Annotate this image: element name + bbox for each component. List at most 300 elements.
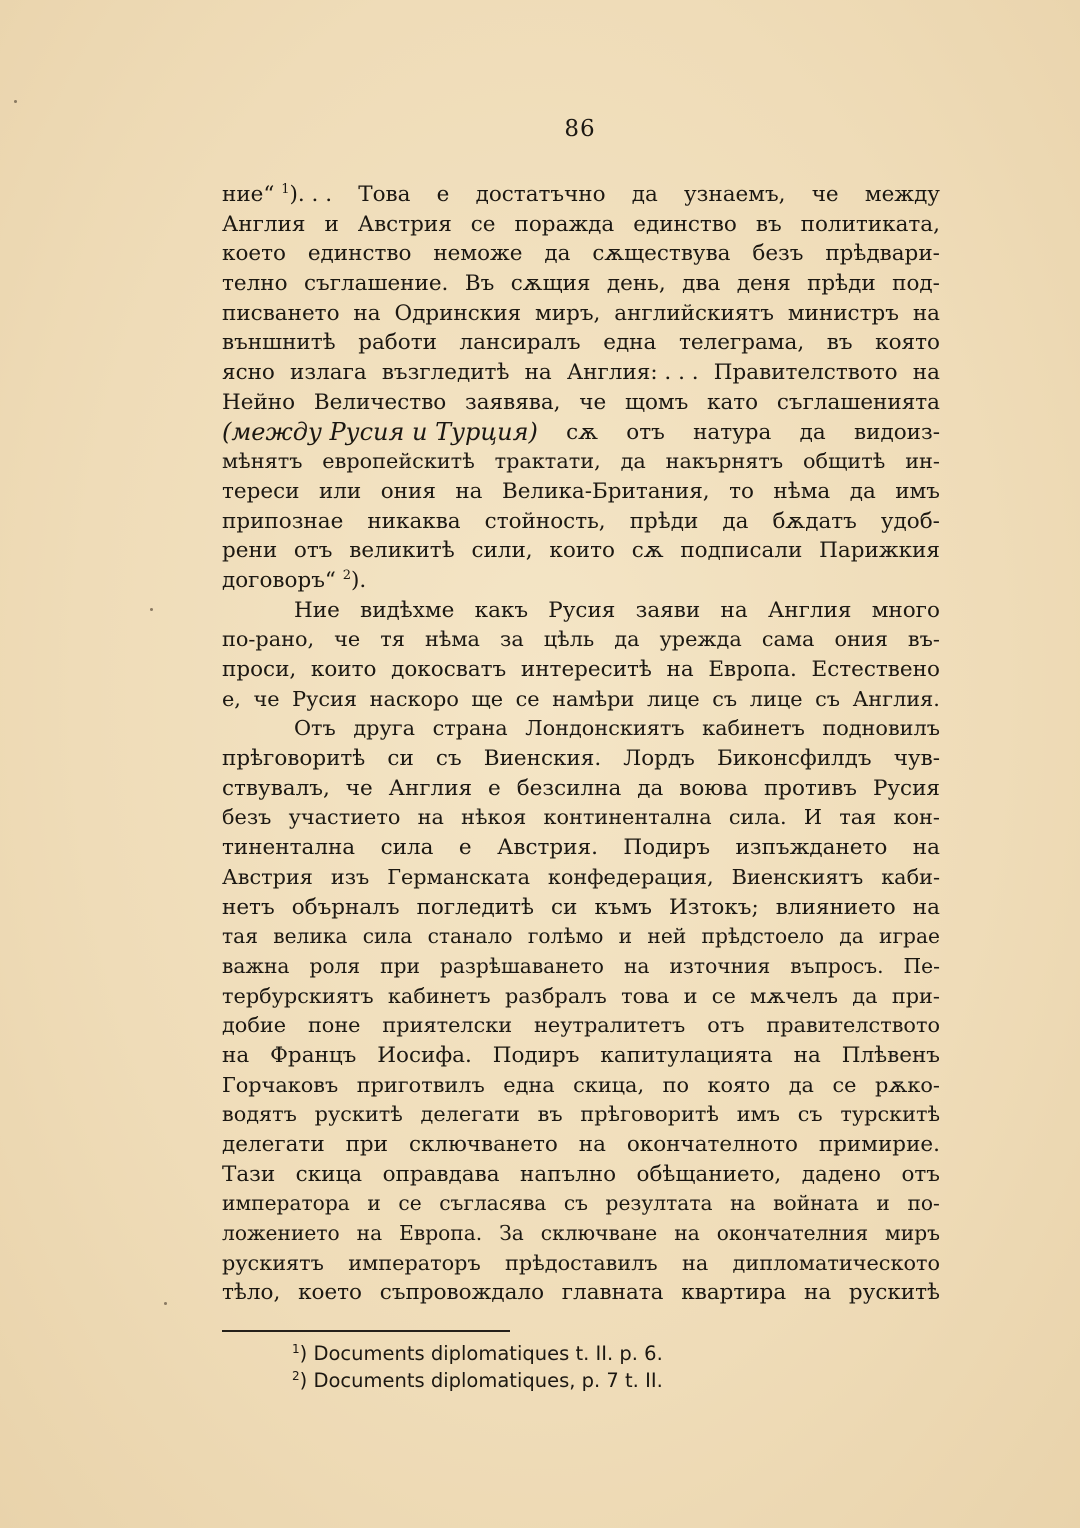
- word: сила.: [728, 805, 787, 830]
- word: неможе: [433, 241, 523, 267]
- word: рускитѣ: [848, 1280, 940, 1306]
- word: Естествено: [811, 657, 940, 682]
- word: Лондонскиятъ: [525, 716, 685, 741]
- body-text: [222, 180, 940, 1308]
- word: прѣдоставилъ: [505, 1250, 658, 1275]
- word: да: [620, 449, 646, 474]
- word: лице: [646, 686, 700, 711]
- word: съ: [435, 746, 462, 772]
- word: Горчаковъ: [222, 1072, 339, 1097]
- word: капитулацията: [600, 1042, 773, 1068]
- word: Това: [358, 182, 411, 207]
- word: континентална: [543, 805, 712, 830]
- word: да: [631, 182, 658, 207]
- word: щомъ: [624, 389, 689, 415]
- text-line: [222, 536, 940, 566]
- word: (между Русия и Турция): [222, 417, 538, 446]
- word: конфедерация,: [547, 864, 714, 889]
- word: съглашенията: [776, 389, 940, 415]
- word: имъ: [736, 1102, 780, 1127]
- word: отъ: [901, 1161, 940, 1187]
- footnote-mark: 1: [292, 1342, 300, 1356]
- text-line: [222, 566, 940, 596]
- word: друга: [353, 716, 416, 741]
- text-line: [222, 388, 940, 418]
- word: въ: [755, 211, 782, 237]
- word: ще: [471, 686, 504, 711]
- word: на: [417, 805, 444, 830]
- word: миръ: [885, 1221, 940, 1246]
- word: рени: [222, 538, 278, 564]
- word: Плѣвенъ: [841, 1042, 940, 1068]
- word: ин-: [905, 449, 940, 474]
- text-line: [222, 714, 940, 744]
- text-line: [222, 269, 940, 299]
- footnote-1: [292, 1340, 892, 1367]
- word: че: [253, 686, 280, 711]
- word: Англия: [767, 597, 852, 623]
- word: ние“ $^1$). . .: [222, 182, 333, 207]
- word: докосватъ: [391, 657, 507, 682]
- word: Виенския.: [483, 746, 602, 772]
- word: Германската: [387, 864, 530, 889]
- word: въ-: [907, 627, 940, 652]
- word: на: [455, 478, 483, 504]
- word: поне: [307, 1013, 361, 1038]
- footnote-2: [292, 1367, 892, 1394]
- word: безсилна: [516, 775, 622, 801]
- text-line: [222, 358, 940, 388]
- word: деня: [736, 271, 791, 297]
- word: поражда: [514, 211, 615, 237]
- word: съглашение.: [304, 271, 449, 297]
- word: съ: [797, 1102, 823, 1127]
- word: си: [551, 894, 578, 920]
- word: приготвилъ: [356, 1072, 485, 1097]
- text-line: [222, 180, 940, 210]
- text-line: [222, 1130, 940, 1160]
- word: натура: [693, 419, 772, 445]
- word: да: [637, 775, 664, 801]
- word: сѫщия: [510, 271, 591, 297]
- word: дипломатическото: [732, 1250, 940, 1275]
- word: лице: [749, 686, 803, 711]
- text-line: [222, 1189, 940, 1219]
- text-line: [222, 210, 940, 240]
- word: на: [666, 657, 694, 682]
- word: миръ,: [535, 300, 601, 326]
- word: работи: [358, 330, 437, 356]
- word: по-рано,: [222, 627, 315, 652]
- word: тя: [380, 627, 405, 652]
- word: роля: [309, 953, 361, 978]
- word: прѣди: [807, 271, 876, 297]
- text-line: [222, 744, 940, 774]
- word: Русия: [292, 686, 357, 711]
- word: имъ: [895, 478, 940, 504]
- word: телно: [222, 271, 288, 297]
- word: единство: [633, 211, 737, 237]
- word: удоб-: [880, 508, 940, 534]
- word: Въ: [464, 271, 495, 297]
- word: безъ: [752, 241, 804, 267]
- text-line: [222, 1100, 940, 1130]
- word: отъ: [626, 419, 665, 445]
- word: една: [603, 330, 657, 356]
- word: какъ: [474, 597, 528, 623]
- word: ней: [647, 924, 687, 949]
- word: къмъ: [594, 894, 652, 920]
- word: Одринския: [394, 300, 522, 326]
- word: и: [367, 1191, 381, 1216]
- word: голѣмо: [527, 924, 604, 949]
- footnote-mark: 2: [292, 1369, 300, 1383]
- word: се: [398, 1191, 422, 1216]
- word: под-: [892, 271, 940, 297]
- word: мѣнятъ: [222, 449, 303, 474]
- word: на: [912, 835, 940, 861]
- word: Виенскиятъ: [731, 864, 864, 889]
- word: да: [852, 983, 878, 1008]
- word: Европа.: [399, 1221, 483, 1246]
- word: на: [356, 1221, 383, 1246]
- word: която: [707, 1072, 771, 1097]
- word: тая: [839, 805, 877, 830]
- word: да: [799, 419, 826, 445]
- word: на: [803, 1280, 832, 1306]
- word: една: [503, 1072, 555, 1097]
- word: Подиръ: [492, 1042, 580, 1068]
- word: прѣдвари-: [825, 241, 940, 267]
- text-line: [222, 328, 940, 358]
- word: или: [318, 478, 362, 504]
- text-line: [222, 625, 940, 655]
- word: делегати: [420, 1102, 520, 1127]
- word: сили,: [471, 538, 533, 564]
- word: на: [730, 1191, 756, 1216]
- word: велика: [273, 924, 348, 949]
- paper-speck: [150, 608, 153, 611]
- word: видѣхме: [360, 597, 455, 623]
- word: лансиралъ: [459, 330, 581, 356]
- word: на: [912, 360, 940, 386]
- word: стойность,: [484, 508, 606, 534]
- word: окончателното: [626, 1132, 798, 1157]
- word: политиката,: [800, 211, 940, 237]
- word: и: [876, 1191, 890, 1216]
- word: припознае: [222, 508, 344, 534]
- word: окончателния: [716, 1221, 869, 1246]
- word: много: [871, 597, 940, 623]
- word: квартира: [681, 1280, 787, 1306]
- word: тереси: [222, 478, 300, 504]
- word: е: [436, 182, 450, 207]
- word: се: [711, 983, 736, 1008]
- text-line: [222, 299, 940, 329]
- word: каби-: [881, 864, 940, 889]
- word: влиянието: [775, 894, 896, 920]
- word: главната: [561, 1280, 664, 1306]
- word: на: [222, 1042, 250, 1068]
- word: че: [579, 389, 607, 415]
- word: приятелски: [382, 1013, 513, 1038]
- text-line: [222, 893, 940, 923]
- text-line: [222, 833, 940, 863]
- word: делегати: [222, 1132, 325, 1157]
- word: водятъ: [222, 1102, 297, 1127]
- word: единство: [307, 241, 412, 267]
- word: урежда: [659, 627, 742, 652]
- word: е,: [222, 686, 241, 711]
- word: ясно: [222, 360, 275, 386]
- word: се: [470, 211, 496, 237]
- word: кабинетъ: [702, 716, 805, 741]
- word: изпъждането: [735, 835, 888, 861]
- word: ложението: [222, 1221, 340, 1246]
- word: напълно: [519, 1161, 617, 1187]
- word: ония: [380, 478, 436, 504]
- word: трактати,: [494, 449, 601, 474]
- text-line: [222, 922, 940, 952]
- word: обѣщанието,: [636, 1161, 782, 1187]
- word: рускиятъ: [222, 1250, 324, 1275]
- word: Австрия: [357, 211, 452, 237]
- word: и: [324, 211, 339, 237]
- word: примирие.: [818, 1132, 940, 1157]
- word: като: [707, 389, 759, 415]
- word: Ние: [294, 597, 340, 623]
- word: безъ: [222, 805, 272, 830]
- word: на: [681, 1250, 709, 1275]
- word: подновилъ: [822, 716, 940, 741]
- word: узнаемъ,: [684, 182, 786, 207]
- word: на: [674, 1221, 700, 1246]
- text-line: [222, 418, 940, 448]
- word: Парижкия: [819, 538, 940, 564]
- word: день,: [606, 271, 666, 297]
- text-line: [222, 1011, 940, 1041]
- text-line: [222, 685, 940, 715]
- word: Англия: [222, 211, 306, 237]
- word: съгласява: [439, 1191, 547, 1216]
- word: на: [524, 360, 552, 386]
- word: това: [621, 983, 670, 1008]
- word: резултата: [605, 1191, 713, 1216]
- word: прѣговоритѣ: [222, 746, 366, 772]
- word: За: [499, 1221, 524, 1246]
- word: императоръ: [348, 1250, 481, 1275]
- footnote-text: ) Documents diplomatiques, p. 7 t. II.: [299, 1369, 663, 1392]
- word: подписали: [680, 538, 803, 564]
- text-line: [222, 982, 940, 1012]
- word: се: [832, 1072, 857, 1097]
- text-line: [222, 952, 940, 982]
- word: прѣдстоело: [701, 924, 825, 949]
- word: Русия: [872, 775, 940, 801]
- text-line: [222, 1160, 940, 1190]
- word: тинентална: [222, 835, 356, 861]
- word: императора: [222, 1191, 350, 1216]
- word: си: [387, 746, 414, 772]
- word: Иосифа.: [377, 1042, 472, 1068]
- word: Нейно: [222, 389, 296, 415]
- text-line: [222, 1249, 940, 1279]
- word: сила: [362, 924, 413, 949]
- word: Англия: [388, 775, 473, 801]
- word: нетъ: [222, 894, 275, 920]
- word: нѣма: [773, 478, 831, 504]
- word: Подиръ: [623, 835, 711, 861]
- word: кабинетъ: [387, 983, 491, 1008]
- word: на: [578, 1132, 606, 1157]
- word: което: [222, 241, 286, 267]
- text-line: [222, 1219, 940, 1249]
- text-line: [222, 774, 940, 804]
- word: оправдава: [382, 1161, 500, 1187]
- word: е: [488, 775, 501, 801]
- word: и: [683, 983, 698, 1008]
- word: погледитѣ: [416, 894, 534, 920]
- word: нѣкоя: [461, 805, 527, 830]
- word: която: [875, 330, 940, 356]
- word: дадено: [801, 1161, 881, 1187]
- word: прѣди: [629, 508, 699, 534]
- word: които: [549, 538, 615, 564]
- word: рѫко-: [874, 1072, 940, 1097]
- word: между: [864, 182, 940, 207]
- word: Изтокъ;: [669, 894, 759, 920]
- word: че: [811, 182, 839, 207]
- word: добие: [222, 1013, 287, 1038]
- word: тѣло,: [222, 1280, 281, 1306]
- word: нѣма: [424, 627, 480, 652]
- word: на: [793, 1042, 821, 1068]
- page-number: 86: [564, 116, 596, 142]
- word: договоръ“ $^2$).: [222, 567, 367, 593]
- word: турскитѣ: [840, 1102, 940, 1127]
- word: които: [310, 657, 377, 682]
- word: заяви: [635, 597, 701, 623]
- word: великитѣ: [349, 538, 455, 564]
- paper-speck: [164, 1302, 167, 1305]
- word: видоиз-: [854, 419, 940, 445]
- word: английскиятъ: [614, 300, 774, 326]
- word: разбралъ: [504, 983, 607, 1008]
- word: да: [544, 241, 571, 267]
- word: Европа.: [708, 657, 797, 682]
- word: да: [788, 1072, 814, 1097]
- footnotes: [292, 1340, 892, 1394]
- word: накърнятъ: [665, 449, 784, 474]
- word: играе: [879, 924, 940, 949]
- word: достатъчно: [475, 182, 606, 207]
- word: че: [345, 775, 373, 801]
- word: важна: [222, 953, 290, 978]
- word: Пе-: [903, 953, 940, 978]
- word: за: [500, 627, 524, 652]
- word: Велика-Британия,: [501, 478, 710, 504]
- word: противъ: [763, 775, 857, 801]
- word: съпровождало: [379, 1280, 545, 1306]
- text-line: [222, 1071, 940, 1101]
- word: неутралитетъ: [534, 1013, 686, 1038]
- word: тербурскиятъ: [222, 983, 374, 1008]
- word: общитѣ: [803, 449, 886, 474]
- word: сключване: [540, 1221, 658, 1246]
- text-line: [222, 1041, 940, 1071]
- word: участието: [288, 805, 401, 830]
- word: скица: [295, 1161, 363, 1187]
- word: да: [614, 627, 640, 652]
- paper-speck: [14, 100, 17, 103]
- word: Величество: [313, 389, 447, 415]
- word: сѫществува: [592, 241, 731, 267]
- word: интереситѣ: [520, 657, 652, 682]
- word: Францъ: [270, 1042, 357, 1068]
- word: бѫдатъ: [772, 508, 857, 534]
- word: разрѣшаването: [439, 953, 604, 978]
- word: тая: [222, 924, 258, 949]
- word: е: [458, 835, 472, 861]
- text-line: [222, 447, 940, 477]
- word: да: [722, 508, 749, 534]
- word: ствувалъ,: [222, 775, 330, 801]
- word: воюва: [679, 775, 748, 801]
- word: обърналъ: [291, 894, 400, 920]
- word: на: [623, 953, 650, 978]
- word: на: [912, 300, 940, 326]
- word: европейскитѣ: [322, 449, 475, 474]
- text-line: [222, 803, 940, 833]
- word: правителството: [766, 1013, 940, 1038]
- word: Русия: [548, 597, 616, 623]
- word: писването: [222, 300, 340, 326]
- word: на: [912, 894, 940, 920]
- word: наскоро: [369, 686, 459, 711]
- text-line: [222, 477, 940, 507]
- word: ония: [834, 627, 888, 652]
- text-line: [222, 596, 940, 626]
- word: при-: [891, 983, 940, 1008]
- word: Правителството: [713, 360, 898, 386]
- word: по: [662, 1072, 689, 1097]
- word: съ: [712, 686, 738, 711]
- word: съ: [815, 686, 840, 711]
- word: Тази: [222, 1161, 276, 1187]
- footnote-rule: [222, 1330, 510, 1332]
- word: Австрия.: [497, 835, 598, 861]
- word: И: [803, 805, 822, 830]
- word: че: [334, 627, 361, 652]
- word: външнитѣ: [222, 330, 336, 356]
- word: при: [345, 1132, 389, 1157]
- word: два: [682, 271, 721, 297]
- word: сключването: [408, 1132, 558, 1157]
- word: при: [380, 953, 420, 978]
- word: телеграма,: [678, 330, 805, 356]
- word: сѫ: [631, 538, 664, 564]
- word: което: [298, 1280, 363, 1306]
- footnote-text: ) Documents diplomatiques t. II. p. 6.: [299, 1342, 663, 1365]
- word: по-: [907, 1191, 940, 1216]
- word: Лордъ: [623, 746, 695, 772]
- word: цѣль: [543, 627, 595, 652]
- word: съ: [563, 1191, 588, 1216]
- word: се: [515, 686, 540, 711]
- word: излага: [290, 360, 367, 386]
- word: сѫ: [566, 419, 598, 445]
- word: министръ: [787, 300, 899, 326]
